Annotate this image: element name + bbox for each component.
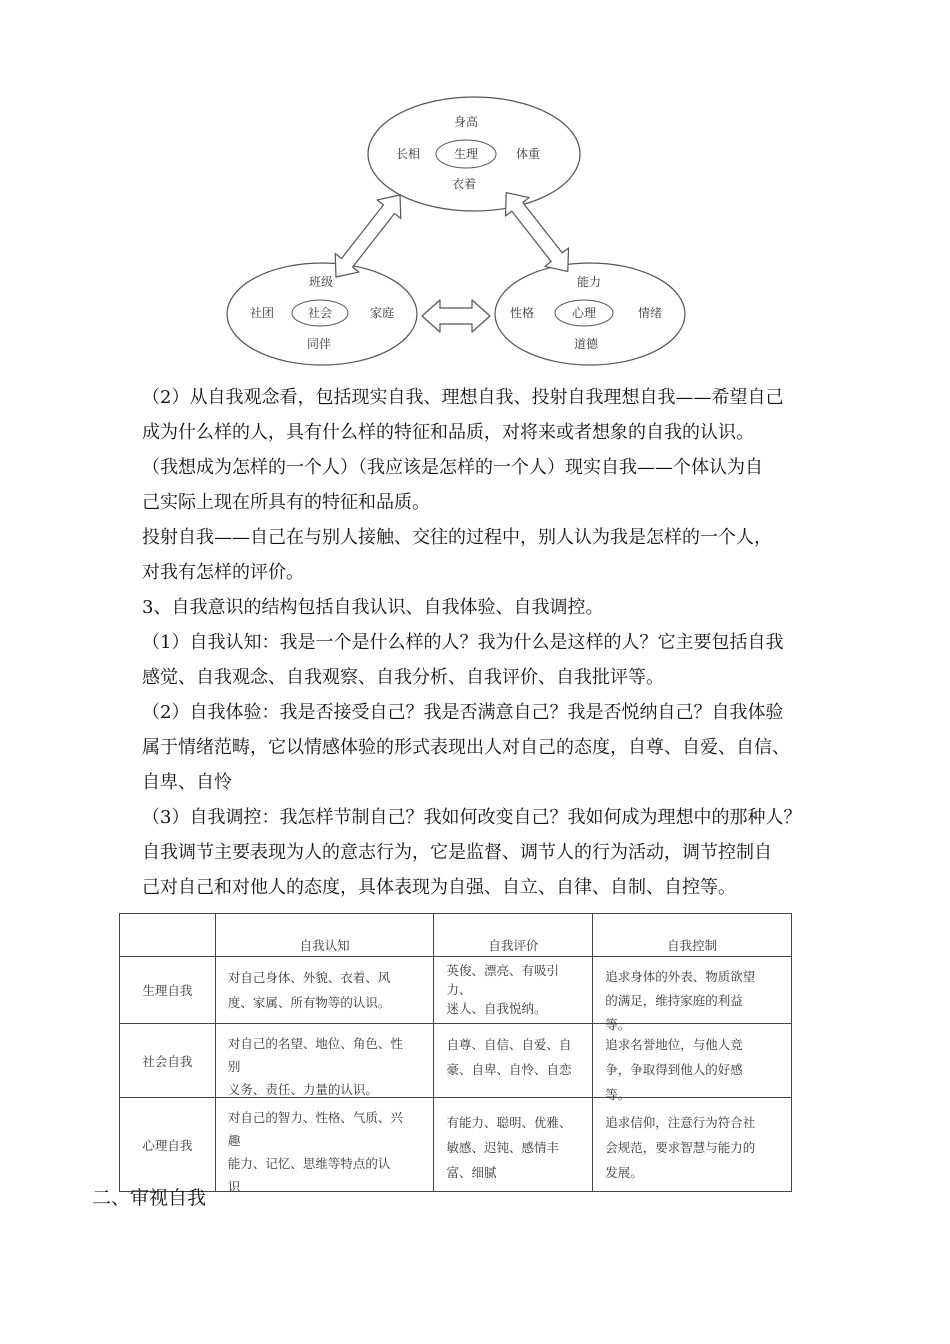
physical-right: 体重: [515, 147, 541, 161]
social-self-group: [227, 263, 417, 365]
paragraph-line: （2）自我体验：我是否接受自己？我是否满意自己？我是否悦纳自己？自我体验: [142, 702, 784, 723]
row-label: 社会自我: [120, 1024, 216, 1098]
cell-line: 度、家属、所有物等的认识。: [227, 995, 391, 1010]
cell-line: 识: [227, 1179, 241, 1194]
cell-line: 对自己的智力、性格、气质、兴: [227, 1110, 403, 1125]
cell-line: 能力、记忆、思维等特点的认: [227, 1156, 391, 1171]
social-top: 班级: [308, 275, 334, 289]
double-arrow-left-diagonal: [324, 186, 412, 286]
paragraph-line: （3）自我调控：我怎样节制自己？我如何改变自己？我如何成为理想中的那种人？: [142, 807, 802, 828]
cell-line: 趣: [227, 1133, 241, 1148]
cell-line: 力、: [446, 982, 472, 997]
table-header-cell: [120, 914, 216, 957]
table-cell: [215, 957, 434, 1024]
cell-line: 对自己身体、外貌、衣着、风: [227, 970, 391, 985]
physical-self-group: [368, 97, 580, 211]
cell-line: 自尊、自信、自爱、自: [446, 1037, 572, 1052]
row-label: 生理自我: [120, 957, 216, 1024]
mental-self-group: [495, 263, 685, 365]
mental-top: 能力: [576, 275, 602, 289]
mental-left: 性格: [509, 306, 535, 320]
table-header-cell: 自我认知: [215, 914, 434, 957]
table-cell: [593, 1024, 792, 1102]
table-cell: [593, 957, 792, 1032]
paragraph-line: 自我调节主要表现为人的意志行为，它是监督、调节人的行为活动，调节控制自: [142, 842, 772, 863]
paragraph-line: （2）从自我观念看，包括现实自我、理想自我、投射自我理想自我——希望自己: [142, 387, 784, 408]
self-awareness-table: [119, 913, 792, 1192]
physical-bottom: 衣着: [451, 177, 477, 191]
cell-line: 追求身体的外表、物质欲望: [605, 969, 756, 984]
physical-top: 身高: [453, 115, 479, 129]
cell-line: 迷人、自我悦纳。: [446, 1001, 547, 1016]
row-label: 心理自我: [120, 1098, 216, 1192]
cell-line: 等。: [605, 1017, 631, 1032]
cell-line: 争，争取得到他人的好感: [605, 1062, 743, 1077]
physical-left: 长相: [395, 147, 421, 161]
table-cell: [215, 1024, 434, 1098]
table-header-cell: 自我评价: [434, 914, 593, 957]
cell-line: 敏感、迟钝、感情丰: [446, 1140, 559, 1155]
social-bottom: 同伴: [306, 337, 332, 351]
table-cell: [434, 957, 593, 1024]
cell-line: 英俊、漂亮、有吸引: [446, 963, 559, 978]
social-right: 家庭: [369, 306, 395, 320]
paragraph-line: 对我有怎样的评价。: [142, 562, 304, 583]
cell-line: 别: [227, 1059, 241, 1074]
cell-line: 对自己的名望、地位、角色、性: [227, 1036, 403, 1051]
table-cell: [593, 1098, 792, 1192]
mental-bottom: 道德: [573, 337, 599, 351]
paragraph-line: 感觉、自我观念、自我观察、自我分析、自我评价、自我批评等。: [142, 667, 664, 688]
self-concept-diagram: [0, 0, 950, 380]
table-header-cell: 自我控制: [593, 914, 792, 957]
cell-line: 追求信仰，注意行为符合社: [605, 1115, 756, 1130]
cell-line: 豪、自卑、自怜、自恋: [446, 1062, 572, 1077]
paragraph-line: 3、自我意识的结构包括自我认识、自我体验、自我调控。: [142, 597, 604, 618]
cell-line: 等。: [605, 1087, 631, 1102]
mental-center: 心理: [571, 306, 597, 320]
table-row: [120, 1098, 792, 1192]
section-heading: 二、审视自我: [92, 1187, 207, 1209]
table-cell: [215, 1098, 434, 1192]
cell-line: 富、细腻: [446, 1165, 497, 1180]
paragraph-line: 属于情绪范畴，它以情感体验的形式表现出人对自己的态度，自尊、自爱、自信、: [142, 737, 790, 758]
double-arrow-horizontal: [422, 300, 490, 332]
cell-line: 发展。: [605, 1165, 643, 1180]
table-cell: [434, 1024, 593, 1098]
table-header-row: [120, 914, 792, 957]
cell-line: 的满足，维持家庭的利益: [605, 993, 743, 1008]
double-arrow-right-diagonal: [494, 183, 579, 280]
physical-center: 生理: [453, 147, 479, 161]
table-row: [120, 1024, 792, 1098]
paragraph-line: （1）自我认知：我是一个是什么样的人？我为什么是这样的人？它主要包括自我: [142, 632, 784, 653]
paragraph-line: 己实际上现在所具有的特征和品质。: [142, 492, 430, 513]
paragraph-line: 投射自我——自己在与别人接触、交往的过程中，别人认为我是怎样的一个人，: [142, 527, 772, 548]
mental-right: 情绪: [637, 306, 663, 320]
cell-line: 追求名誉地位，与他人竞: [605, 1037, 743, 1052]
paragraph-line: 自卑、自怜: [142, 772, 232, 793]
cell-line: 会规范，要求智慧与能力的: [605, 1140, 756, 1155]
table-row: [120, 957, 792, 1024]
table-cell: [434, 1098, 593, 1192]
cell-line: 义务、责任、力量的认识。: [227, 1082, 378, 1097]
social-left: 社团: [249, 306, 275, 320]
paragraph-line: （我想成为怎样的一个人）（我应该是怎样的一个人）现实自我——个体认为自: [142, 457, 763, 478]
cell-line: 有能力、聪明、优雅、: [446, 1115, 572, 1130]
social-center: 社会: [307, 306, 333, 320]
paragraph-line: 成为什么样的人，具有什么样的特征和品质，对将来或者想象的自我的认识。: [142, 422, 754, 443]
paragraph-line: 己对自己和对他人的态度，具体表现为自强、自立、自律、自制、自控等。: [142, 877, 736, 898]
